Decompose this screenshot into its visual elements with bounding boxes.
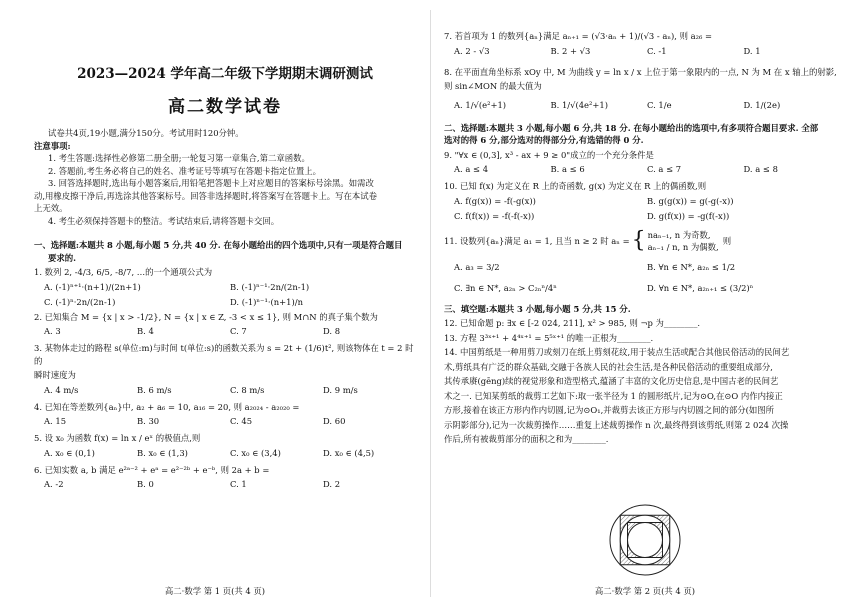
section-2-heading: 二、选择题:本题共 3 小题,每小题 6 分,共 18 分. 在每小题给出的选项中,有多项符合题目要求. 全部 选对的得 6 分,部分选对的得部分分,有选错的得 0 分. bbox=[444, 122, 819, 145]
option: B. (-1)ⁿ⁻¹·2n/(2n-1) bbox=[230, 281, 310, 292]
question-1: 1. 数列 2, -4/3, 6/5, -8/7, …的一个通项公式为 A. (-1)ⁿ⁺¹·(n+1)/(2n+1) B. (-1)ⁿ⁻¹·2n/(2n-1) C. (-1)ⁿ·2n/(2n-1) D. (-1)ⁿ⁻¹·(n+1)/n bbox=[34, 266, 416, 309]
option: C. (-1)ⁿ·2n/(2n-1) bbox=[44, 296, 116, 307]
question-7: 7. 若首项为 1 的数列{aₙ}满足 aₙ₊₁ = (√3·aₙ + 1)/(√3 - aₙ), 则 a₂₆ = A. 2 - √3 B. 2 + √3 C. -1 D. 1 bbox=[444, 31, 761, 56]
option: D. (-1)ⁿ⁻¹·(n+1)/n bbox=[230, 296, 303, 307]
question-4: 4. 已知在等差数列{aₙ}中, a₂ + a₆ = 10, a₁₆ = 20, 则 a₂₀₂₄ - a₂₀₂₀ = A. 15 B. 30 C. 45 D. 60 bbox=[34, 401, 346, 426]
question-2: 2. 已知集合 M = {x | x > -1/2}, N = {x | x ∈ Z, -3 < x ≤ 1}, 则 M∩N 的真子集个数为 A. 3 B. 4 C. 7 D. 8 bbox=[34, 311, 378, 336]
notice-item: 3. 回答选择题时,选出每小题答案后,用铅笔把答题卡上对应题目的答案标号涂黑。如需改 bbox=[48, 178, 374, 188]
question-6: 6. 已知实数 a, b 满足 e²ᵃ⁻² + eᵃ = e²⁻²ᵇ + e⁻ᵇ, 则 2a + b = A. -2 B. 0 C. 1 D. 2 bbox=[34, 464, 341, 489]
paper-cut-figure bbox=[608, 503, 682, 577]
question-14: 14. 中国剪纸是一种用剪刀或刻刀在纸上剪刻花纹,用于装点生活或配合其他民俗活动的民间艺 术,剪纸具有广泛的群众基础,交融于各族人民的社会生活,是各种民俗活动的重要组成部分, 其传承赓(gēng)续的视觉形象和造型格式,蕴涵了丰富的文化历史信息,是中国古老的民间艺 术之一. 已知某剪纸的裁剪工艺如下:取一张半径为 1 的圆形纸片,记为⊙O,在⊙O 内作内接正 方形,接着在该正方形内作内切圆,记为⊙O₁,并裁剪去该正方形与内切圆之间的部分(如图所 示阴影部分),记为一次裁剪操作……重复上述裁剪操作 n 次,最终得到该剪纸,则第 2 024 次操 作后,所有被裁剪部分的面积之和为________. bbox=[444, 347, 790, 444]
question-3: 3. 某物体走过的路程 s(单位:m)与时间 t(单位:s)的函数关系为 s = 2t + (1/6)t², 则该物体在 t = 2 时的 瞬时速度为 A. 4 m/s B. 6 m/s C. 8 m/s D. 9 m/s bbox=[34, 343, 414, 395]
question-9: 9. "∀x ∈ (0,3], x³ - ax + 9 ≥ 0"成立的一个充分条件是 A. a ≤ 4 B. a ≤ 6 C. a ≤ 7 D. a ≤ 8 bbox=[444, 149, 778, 174]
notice-heading: 注意事项: bbox=[34, 140, 71, 151]
innermost-circle bbox=[628, 523, 663, 558]
notice-item: 上无效。 bbox=[34, 203, 68, 213]
question-12: 12. 已知命题 p: ∃x ∈ [-2 024, 211], x² > 985, 则 ¬p 为________. bbox=[444, 318, 701, 328]
page-2-footer: 高二·数学 第 2 页(共 4 页) bbox=[594, 586, 696, 596]
notice-item: 4. 考生必须保持答题卡的整洁。考试结束后,请将答题卡交回。 bbox=[48, 215, 280, 226]
question-13: 13. 方程 3³ˣ⁺¹ + 4⁴ˣ⁺¹ = 5⁵ˣ⁺¹ 的唯一正根为________. bbox=[444, 332, 654, 343]
notice-item: 2. 答题前,考生务必将自己的姓名、准考证号等填写在答题卡指定位置上。 bbox=[48, 165, 321, 176]
section-3-heading: 三、填空题:本题共 3 小题,每小题 5 分,共 15 分. bbox=[444, 303, 631, 314]
question-8: 8. 在平面直角坐标系 xOy 中, M 为曲线 y = ln x / x 上位于第一象限内的一点, N 为 M 在 x 轴上的射影, 则 sin∠MON 的最大值为 A. 1/√(e²+1) B. 1/√(4e²+1) C. 1/e D. 1/(2e) bbox=[444, 66, 837, 110]
section-1-heading: 一、选择题:本题共 8 小题,每小题 5 分,共 40 分. 在每小题给出的四个选项中,只有一项是符合题目 要求的. bbox=[34, 240, 403, 263]
notice-item: 动,用橡皮擦干净后,再选涂其他答案标号。回答非选择题时,将答案写在答题卡上。写在本试卷 bbox=[34, 190, 377, 201]
exam-subtitle: 高二数学试卷 bbox=[168, 97, 282, 117]
question-10: 10. 已知 f(x) 为定义在 R 上的奇函数, g(x) 为定义在 R 上的偶函数,则 A. f(g(x)) = -f(-g(x)) B. g(g(x)) = g(-g(-x)) C. f(f(x)) = -f(-f(-x)) D. g(f(x)) = -g(f(-x)) bbox=[444, 181, 734, 221]
question-11: 11. 设数列{aₙ}满足 a₁ = 1, 且当 n ≥ 2 时 aₙ = { naₙ₋₁, n 为奇数, aₙ₋₁ / n, n 为偶数, 则 A. a₃ = 3/2 B. ∀n ∈ N*, a₂ₙ ≤ 1/2 C. ∃n ∈ N*, a₂ₙ > C₂ₙⁿ/4ⁿ D. ∀n ∈ N*, a₂ₙ₊₁ ≤ (3/2)ⁿ bbox=[444, 227, 754, 293]
page-1-footer: 高二·数学 第 1 页(共 4 页) bbox=[164, 586, 266, 596]
question-5: 5. 设 x₀ 为函数 f(x) = ln x / eˣ 的极值点,则 A. x₀ ∈ (0,1) B. x₀ ∈ (1,3) C. x₀ ∈ (3,4) D. x₀ ∈ (4,5) bbox=[34, 433, 375, 458]
notice-item: 1. 考生答题:选择性必修第二册全册;一轮复习第一章集合,第二章函数。 bbox=[48, 153, 310, 163]
option: A. (-1)ⁿ⁺¹·(n+1)/(2n+1) bbox=[44, 281, 141, 292]
exam-intro: 试卷共4页,19小题,满分150分。考试用时120分钟。 bbox=[48, 128, 244, 138]
exam-title: 2023—2024 学年高二年级下学期期末调研测试 bbox=[77, 66, 373, 82]
